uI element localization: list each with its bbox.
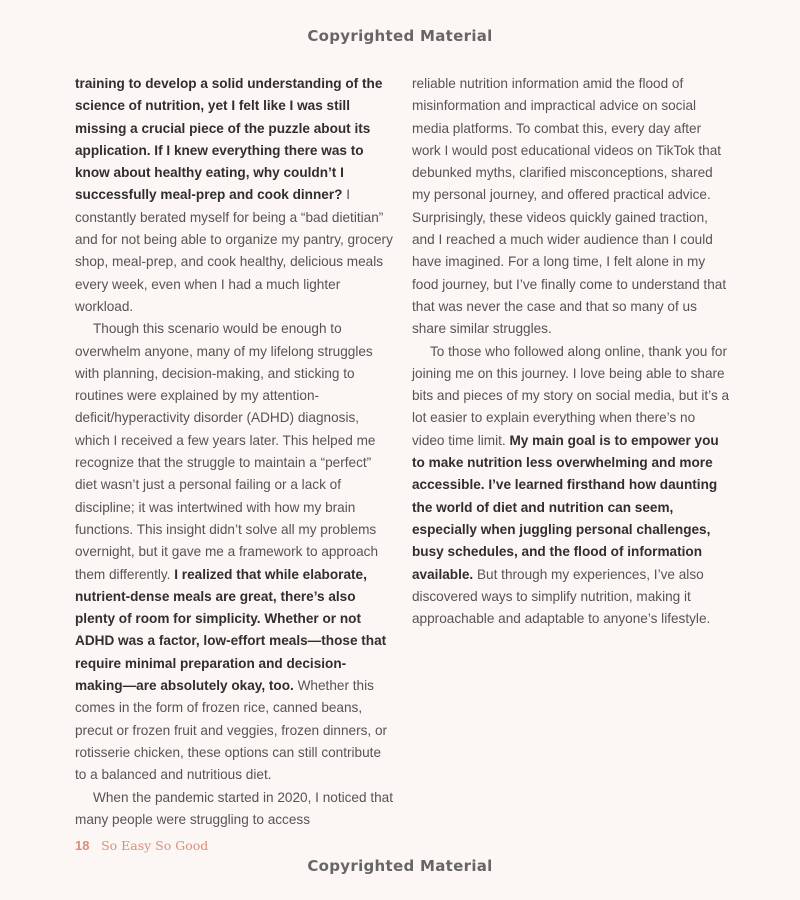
paragraph xyxy=(412,341,730,631)
text-run: I constantly berated myself for being a “bad dietitian” and for not being able to organize my pantry, grocery shop, meal-prep, and cook healthy, delicious meals every week, even when I had a much lighter workload. xyxy=(75,187,393,314)
book-title: So Easy So Good xyxy=(101,838,209,853)
text-run: But through my experiences, I’ve also discovered ways to simplify nutrition, making it approachable and adaptable to anyone’s lifestyle. xyxy=(412,566,711,627)
paragraph xyxy=(412,73,730,341)
text-run: reliable nutrition information amid the flood of misinformation and impractical advice on social media platforms. To combat this, every day after work I would post educational videos on TikTok that debunked myths, clarified misconceptions, shared my personal journey, and offered practical advice. Surprisingly, these videos quickly gained traction, and I reached a much wider audience than I could have imagined. For a long time, I felt alone in my food journey, but I’ve finally come to understand that that was never the case and that so many of us share similar struggles. xyxy=(412,76,727,337)
text-run: Whether this comes in the form of frozen rice, canned beans, precut or frozen fruit and veggies, frozen dinners, or rotisserie chicken, these options can still contribute to a balanced and nutritious diet. xyxy=(75,678,388,783)
right-column xyxy=(412,73,730,630)
page-footer xyxy=(75,838,208,853)
bold-text-run: My main goal is to empower you to make nutrition less overwhelming and more accessible. I’ve learned firsthand how daunting the world of diet and nutrition can seem, especially when juggling personal challenges, busy schedules, and the flood of information available. xyxy=(412,432,719,582)
bold-text-run: I realized that while elaborate, nutrient-dense meals are great, there’s also plenty of room for simplicity. Whether or not ADHD was a factor, low-effort meals—those that require minimal preparation and decision-making—are absolutely okay, too. xyxy=(75,566,387,694)
text-run: When the pandemic started in 2020, I noticed that many people were struggling to access xyxy=(75,789,394,827)
copyright-watermark-bottom: Copyrighted Material xyxy=(307,857,493,875)
copyright-watermark-top: Copyrighted Material xyxy=(307,27,493,45)
paragraph xyxy=(75,318,393,786)
bold-text-run: training to develop a solid understanding of the science of nutrition, yet I felt like I was still missing a crucial piece of the puzzle about its application. If I knew everything there was to know about healthy eating, why couldn’t I successfully meal-prep and cook dinner? xyxy=(75,76,383,203)
text-run: Though this scenario would be enough to overwhelm anyone, many of my lifelong struggles with planning, decision-making, and sticking to routines were explained by my attention-deficit/hyperactivity disorder (ADHD) diagnosis, which I received a few years later. This helped me recognize that the struggle to maintain a “perfect” diet wasn’t just a personal failing or a lack of discipline; it was intertwined with how my brain functions. This insight didn’t solve all my problems overnight, but it gave me a framework to approach them differently. xyxy=(75,321,378,582)
page-number: 18 xyxy=(75,838,90,853)
text-run: To those who followed along online, thank you for joining me on this journey. I love being able to share bits and pieces of my story on social media, but it’s a lot easier to explain everything when there’s no video time limit. xyxy=(412,343,730,448)
paragraph xyxy=(75,787,393,832)
paragraph xyxy=(75,73,393,318)
left-column xyxy=(75,73,393,831)
